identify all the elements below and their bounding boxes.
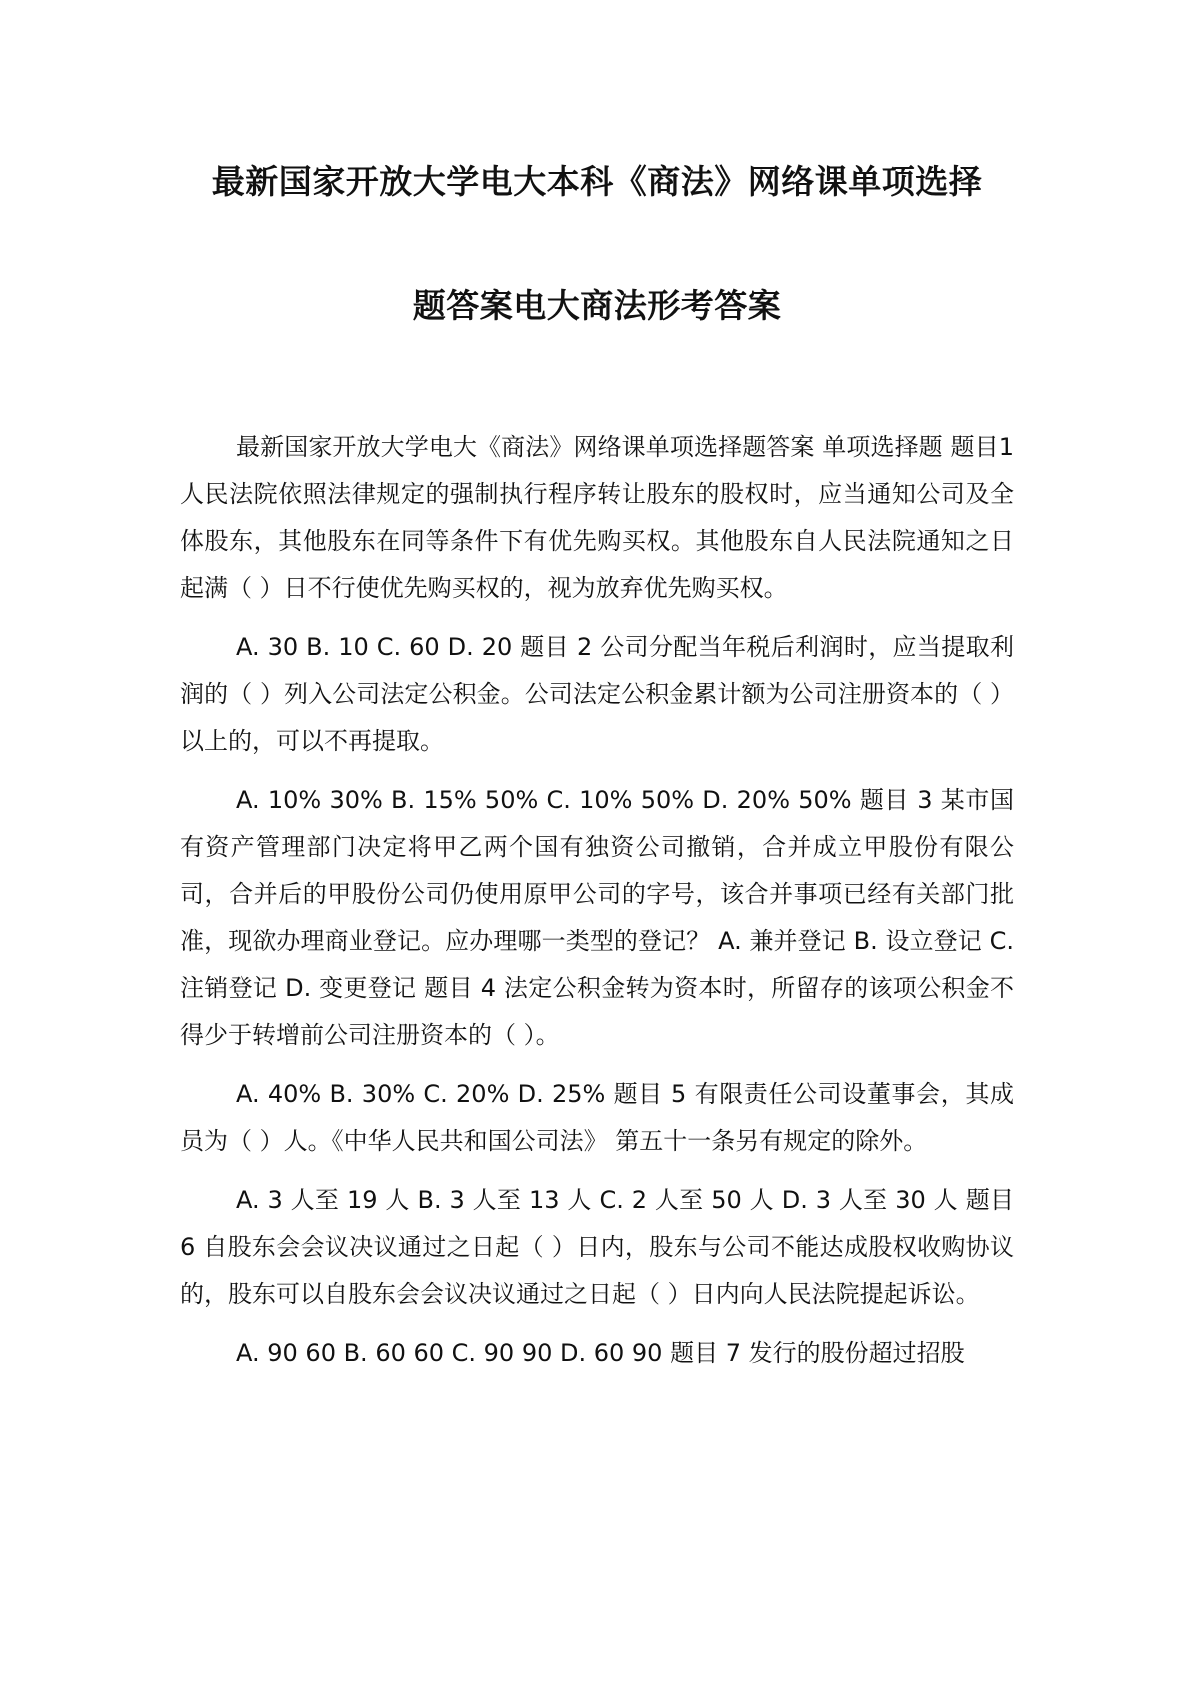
paragraph: 最新国家开放大学电大《商法》网络课单项选择题答案 单项选择题 题目1 人民法院依照法律规定的强制执行程序转让股东的股权时，应当通知公司及全体股东，其他股东在同等条件下有优先购买权。其他股东自人民法院通知之日起满（ ）日不行使优先购买权的，视为放弃优先购买权。 [180, 433, 1014, 602]
paragraph: A. 30 B. 10 C. 60 D. 20 题目 2 公司分配当年税后利润时，应当提取利润的（ ）列入公司法定公积金。公司法定公积金累计额为公司注册资本的（ ）以上的，可以不再提取。 [180, 633, 1014, 755]
paragraph: A. 40% B. 30% C. 20% D. 25% 题目 5 有限责任公司设董事会，其成员为（ ）人。《中华人民共和国公司法》 第五十一条另有规定的除外。 [180, 1080, 1014, 1155]
paragraph: A. 90 60 B. 60 60 C. 90 90 D. 60 90 题目 7 发行的股份超过招股 [236, 1339, 965, 1367]
paragraph: A. 3 人至 19 人 B. 3 人至 13 人 C. 2 人至 50 人 D. 3 人至 30 人 题目 6 自股东会会议决议通过之日起（ ）日内，股东与公司不能达成股权收购协议的，股东可以自股东会会议决议通过之日起（ ）日内向人民法院提起诉讼。 [180, 1186, 1014, 1308]
paragraph: A. 10% 30% B. 15% 50% C. 10% 50% D. 20% 50% 题目 3 某市国有资产管理部门决定将甲乙两个国有独资公司撤销，合并成立甲股份有限公司，合并后的甲股份公司仍使用原甲公司的字号，该合并事项已经有关部门批准，现欲办理商业登记。应办理哪一类型的登记？ A. 兼并登记 B. 设立登记 C. 注销登记 D. 变更登记 题目 4 法定公积金转为资本时，所留存的该项公积金不得少于转增前公司注册资本的（ ）。 [180, 786, 1014, 1049]
document-title-line-2: 题答案电大商法形考答案 [412, 286, 782, 325]
document-title-line-1: 最新国家开放大学电大本科《商法》网络课单项选择 [211, 162, 983, 201]
document-body [180, 424, 1014, 1389]
